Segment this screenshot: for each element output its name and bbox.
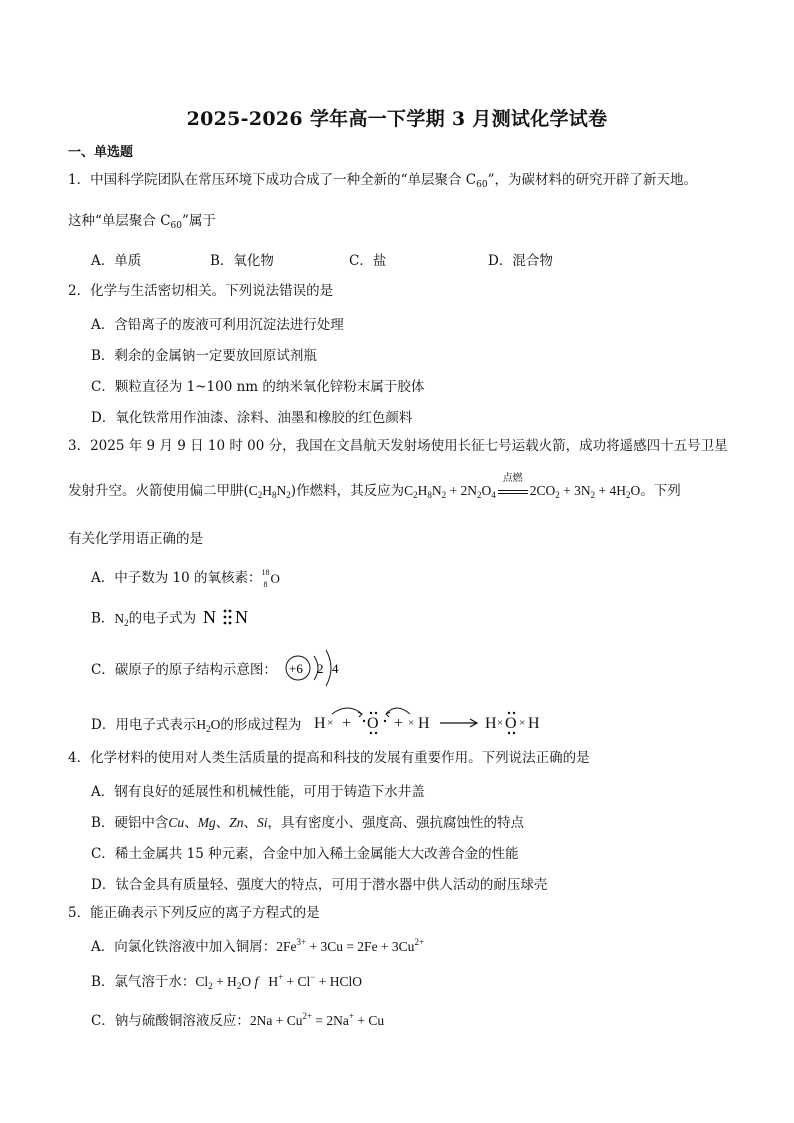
svg-text:O: O	[505, 715, 517, 732]
reaction-equation: $C_2H_8N_2 + 2N_2O_4$	[404, 483, 496, 500]
q1-line2-end: ”属于	[181, 213, 216, 229]
q4-option-b-text-2: ，具有密度小、强度高、强抗腐蚀性的特点	[267, 815, 524, 831]
n2-electron-dot-structure	[202, 606, 256, 632]
svg-text:O: O	[367, 715, 379, 732]
svg-text:×: ×	[519, 717, 526, 729]
q3-line2-text-b: )作燃料，其反应为	[290, 483, 405, 499]
svg-text:+6: +6	[289, 661, 303, 676]
svg-text:H: H	[485, 715, 497, 732]
q3-option-b-text: 的电子式为	[128, 610, 197, 627]
q5-option-a[interactable]	[91, 935, 424, 955]
svg-text:N: N	[235, 607, 249, 627]
q3-option-c[interactable]	[91, 658, 277, 678]
q1-text: 1．中国科学院团队在常压环境下成功合成了一种全新的“单层聚合 C	[68, 172, 477, 188]
carbon-atomic-structure-diagram	[282, 646, 348, 690]
q2-option-b[interactable]: B．剩余的金属钠一定要放回原试剂瓶	[91, 348, 317, 364]
q5-option-c-text: C．钠与硫酸铜溶液反应：	[91, 1013, 250, 1029]
q5-equation-a: $2Fe^{3+} + 3Cu = 2Fe + 3Cu^{2+}$	[276, 937, 425, 954]
svg-text:4: 4	[332, 661, 339, 676]
q1-option-d[interactable]: D．混合物	[488, 253, 553, 269]
q2-option-a[interactable]: A．含铅离子的废液可利用沉淀法进行处理	[91, 317, 344, 333]
q3-option-b-label: B．	[91, 610, 115, 627]
q5-option-b-text: B．氯气溶于水：	[91, 974, 196, 990]
svg-text:N: N	[203, 607, 217, 627]
svg-text:H: H	[418, 715, 430, 732]
section-heading: 一、单选题	[68, 145, 134, 160]
q2-option-d[interactable]: D．氧化铁常用作油漆、涂料、油墨和橡胶的红色颜料	[91, 410, 413, 426]
q3-option-a-text: A．中子数为 10 的氧核素：	[91, 570, 262, 586]
question-3-stem: 3．2025 年 9 月 9 日 10 时 00 分，我国在文昌航天发射场使用长征七号运载火箭，成功将遥感四十五号卫星	[68, 438, 728, 454]
q5-equation-b: $Cl_2 + H_2O$ f H+ + Cl− + HClO	[195, 972, 362, 991]
q4-option-c[interactable]: C．稀土金属共 15 种元素，合金中加入稀土金属能大大改善合金的性能	[91, 846, 519, 862]
q3-option-d[interactable]	[91, 713, 301, 734]
q4-option-d[interactable]: D．钛合金具有质量轻、强度大的特点，可用于潜水器中供人活动的耐压球壳	[91, 877, 548, 893]
svg-text:+: +	[342, 715, 352, 732]
q3-line2-text: 发射升空。火箭使用偏二甲肼(	[68, 483, 249, 499]
svg-text:H: H	[528, 715, 540, 732]
q3-line2-end: 。下列	[640, 483, 681, 499]
page-title: 2025-2026 学年高一下学期 3 月测试化学试卷	[186, 108, 608, 130]
reaction-condition: 点燃	[502, 473, 523, 484]
h2o-formation-process-diagram	[312, 700, 548, 736]
question-5-stem: 5．能正确表示下列反应的离子方程式的是	[68, 905, 320, 921]
q1-option-a[interactable]: A．单质	[91, 253, 142, 269]
q1-option-c[interactable]: C．盐	[349, 253, 387, 269]
q5-option-a-text: A．向氯化铁溶液中加入铜屑：	[91, 939, 277, 955]
q2-option-c[interactable]: C．颗粒直径为 1~100 nm 的纳米氧化锌粉末属于胶体	[91, 379, 425, 395]
q3-option-b[interactable]	[91, 606, 256, 632]
c60-subscript-2: 60	[170, 221, 182, 231]
q4-option-b[interactable]: B．硬铝中含Cu、Mg、Zn、Si，具有密度小、强度高、强抗腐蚀性的特点	[91, 815, 524, 831]
q3-option-d-text: D．用电子式表示	[91, 717, 197, 733]
element-list: Cu	[168, 815, 185, 830]
svg-text:H: H	[314, 715, 326, 732]
q1-line2-start: 这种“单层聚合 C	[68, 213, 171, 229]
oxygen-nuclide-symbol: 18 8 O	[261, 567, 280, 589]
question-1-stem	[68, 171, 697, 194]
q4-option-b-text: B．硬铝中含	[91, 815, 169, 831]
n2-formula: $N_2$	[114, 610, 129, 628]
svg-text:+: +	[394, 715, 404, 732]
q3-option-c-text: C．碳原子的原子结构示意图：	[91, 662, 277, 678]
q5-equation-c: $2Na + Cu^{2+} = 2Na^+ + Cu$	[249, 1011, 385, 1028]
q4-option-a[interactable]: A．钢有良好的延展性和机械性能，可用于铸造下水井盖	[91, 784, 425, 800]
svg-text:×: ×	[497, 717, 504, 729]
question-2-stem: 2．化学与生活密切相关。下列说法错误的是	[68, 283, 334, 299]
q5-option-b[interactable]	[91, 970, 362, 991]
h2o-formula: $H_2O$	[196, 717, 221, 734]
reaction-products: $2CO_2 + 3N_2 + 4H_2O$	[529, 483, 641, 500]
svg-text:2: 2	[317, 661, 324, 676]
question-4-stem: 4．化学材料的使用对人类生活质量的提高和科技的发展有重要作用。下列说法正确的是	[68, 750, 590, 766]
q1-text-end: ”，为碳材料的研究开辟了新天地。	[487, 172, 697, 188]
question-1-stem-line2	[68, 212, 216, 235]
formula-c2h8n2: $C_2H_8N_2$	[248, 483, 291, 500]
reaction-arrow	[496, 473, 530, 500]
question-3-stem-line3: 有关化学用语正确的是	[68, 531, 203, 547]
svg-text:×: ×	[327, 717, 334, 729]
svg-text:×: ×	[408, 717, 415, 729]
q3-option-a[interactable]	[91, 566, 284, 587]
q1-option-b[interactable]: B．氧化物	[210, 253, 274, 269]
q5-option-c[interactable]	[91, 1009, 384, 1029]
q3-option-d-text-2: 的形成过程为	[220, 717, 302, 733]
c60-subscript: 60	[476, 180, 488, 190]
question-3-stem-line2	[68, 473, 681, 504]
